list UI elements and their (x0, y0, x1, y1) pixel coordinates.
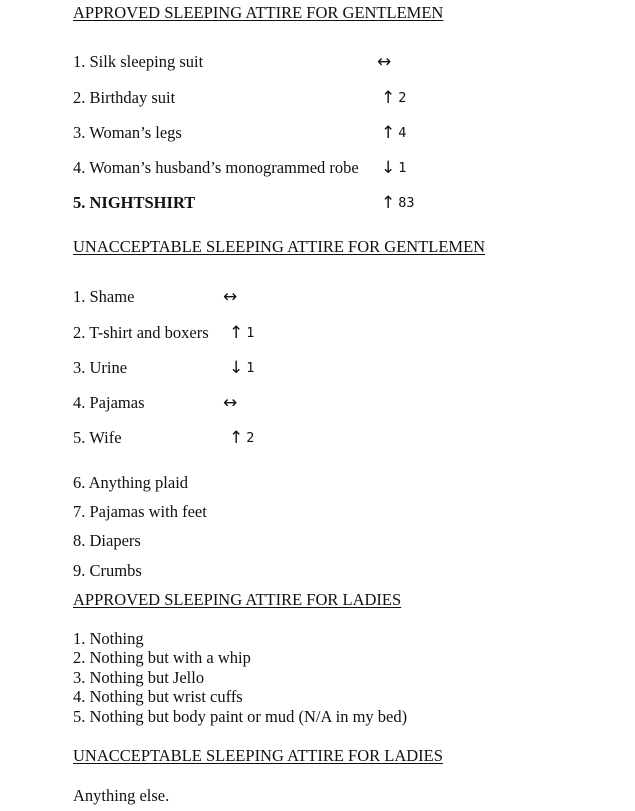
rank-change (229, 322, 254, 344)
rank-change-arrow-icon: ↓ (381, 158, 396, 178)
rank-change (377, 51, 394, 73)
approved-gentlemen-item (73, 51, 392, 73)
rank-change (223, 286, 240, 308)
unacceptable-gentlemen-item (73, 357, 255, 379)
rank-change-arrow-icon: ↑ (229, 428, 244, 448)
unacceptable-gentlemen-item: 9. Crumbs (73, 561, 142, 580)
rank-change-count: 1 (246, 360, 255, 376)
rank-change-count: 1 (398, 160, 407, 176)
rank-change (381, 192, 415, 214)
item-label: 4. Pajamas (73, 393, 145, 412)
approved-ladies-item: 3. Nothing but Jello (73, 668, 205, 687)
rank-change-count: 2 (246, 430, 255, 446)
approved-gentlemen-heading: APPROVED SLEEPING ATTIRE FOR GENTLEMEN (73, 3, 444, 22)
unacceptable-gentlemen-item: 7. Pajamas with feet (73, 502, 207, 521)
item-label: 5. Wife (73, 428, 122, 447)
rank-change (381, 122, 406, 144)
rank-change-arrow-icon: ↑ (381, 123, 396, 143)
unacceptable-gentlemen-item: 6. Anything plaid (73, 473, 189, 492)
approved-ladies-item: 4. Nothing but wrist cuffs (73, 687, 243, 706)
unacceptable-ladies-heading: UNACCEPTABLE SLEEPING ATTIRE FOR LADIES (73, 746, 443, 765)
approved-ladies-item: 1. Nothing (73, 629, 144, 648)
unacceptable-gentlemen-item (73, 392, 238, 414)
rank-change-count: 1 (246, 325, 255, 341)
unacceptable-gentlemen-item: 8. Diapers (73, 531, 141, 550)
rank-change-count: 2 (398, 90, 407, 106)
rank-change (381, 157, 406, 179)
item-label: 3. Urine (73, 358, 128, 377)
rank-change-arrow-icon: ↓ (229, 358, 244, 378)
unacceptable-ladies-text: Anything else. (73, 786, 170, 805)
rank-change (229, 357, 254, 379)
item-label: 1. Shame (73, 287, 135, 306)
rank-change-arrow-icon: ↑ (381, 88, 396, 108)
unacceptable-gentlemen-item (73, 286, 238, 308)
unacceptable-gentlemen-item (73, 322, 255, 344)
approved-ladies-item: 5. Nothing but body paint or mud (N/A in my bed) (73, 707, 408, 726)
item-label: 1. Silk sleeping suit (73, 52, 204, 71)
rank-change-arrow-icon: ↑ (229, 323, 244, 343)
item-label: 2. T-shirt and boxers (73, 323, 209, 342)
rank-change-count: 4 (398, 125, 407, 141)
unacceptable-gentlemen-heading: UNACCEPTABLE SLEEPING ATTIRE FOR GENTLEMEN (73, 237, 486, 256)
approved-ladies-item: 2. Nothing but with a whip (73, 648, 251, 667)
approved-ladies-heading: APPROVED SLEEPING ATTIRE FOR LADIES (73, 590, 402, 609)
item-label: 3. Woman’s legs (73, 123, 182, 142)
rank-change (381, 87, 406, 109)
rank-change-arrow-icon: ↔ (377, 52, 392, 72)
rank-change-arrow-icon: ↑ (381, 193, 396, 213)
item-label: 5. NIGHTSHIRT (73, 193, 196, 212)
unacceptable-gentlemen-item (73, 427, 255, 449)
rank-change (223, 392, 240, 414)
approved-gentlemen-item (73, 122, 407, 144)
rank-change-arrow-icon: ↔ (223, 287, 238, 307)
approved-gentlemen-item (73, 192, 415, 214)
rank-change (229, 427, 254, 449)
item-label: 2. Birthday suit (73, 88, 176, 107)
approved-gentlemen-item (73, 157, 407, 179)
rank-change-arrow-icon: ↔ (223, 393, 238, 413)
item-label: 4. Woman’s husband’s monogrammed robe (73, 158, 359, 177)
approved-gentlemen-item (73, 87, 407, 109)
rank-change-count: 83 (398, 195, 415, 211)
